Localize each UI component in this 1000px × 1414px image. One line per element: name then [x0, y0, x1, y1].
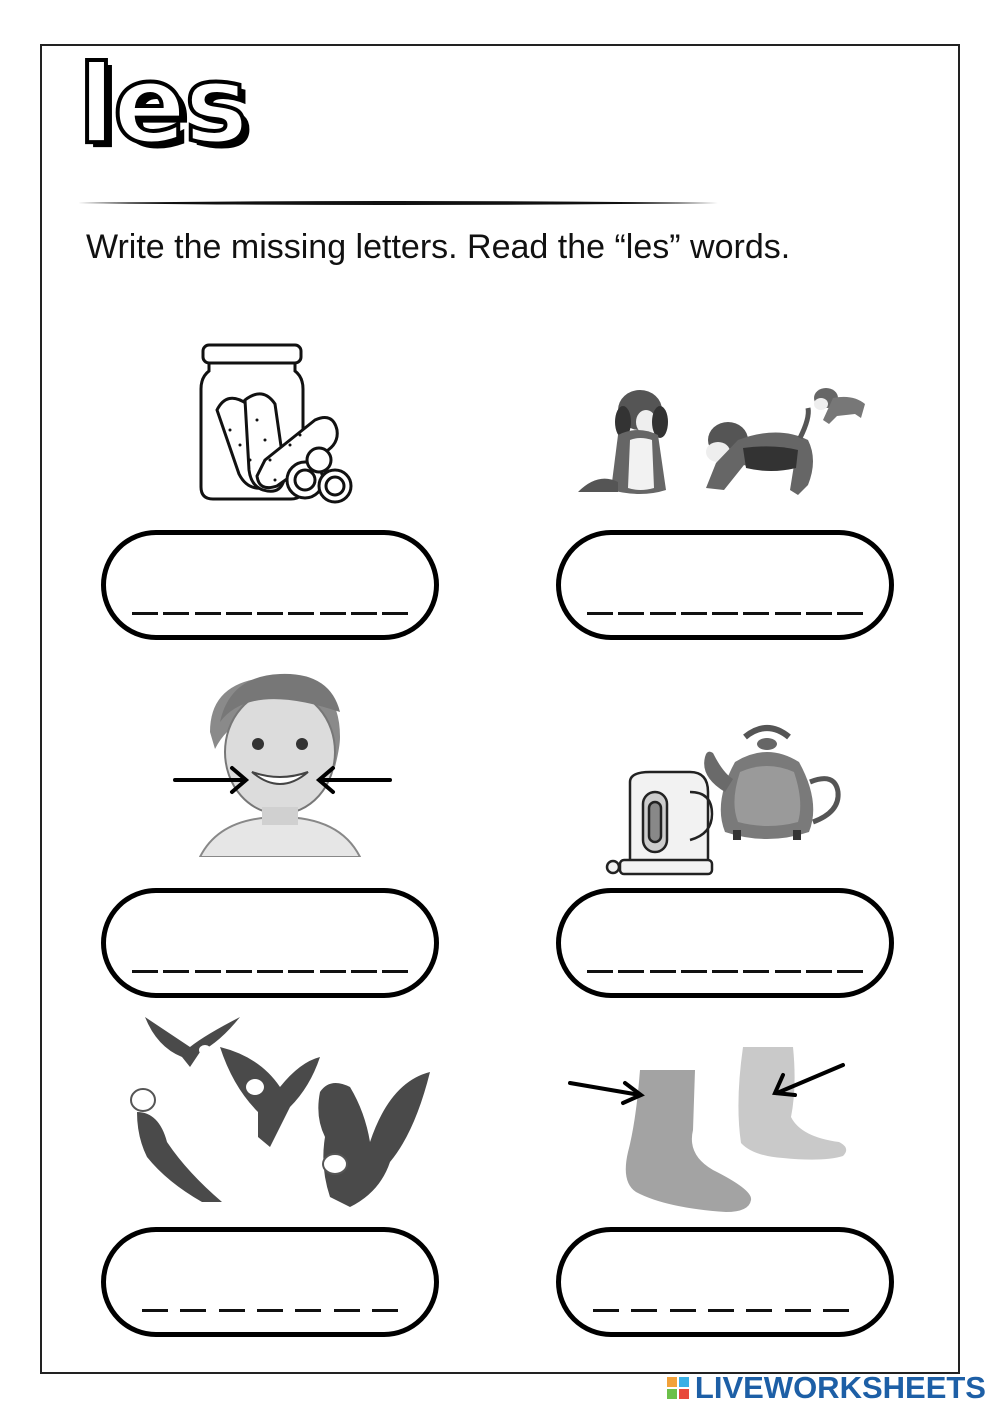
- liveworksheets-logo[interactable]: [667, 1370, 986, 1406]
- eagles-icon: [125, 1012, 435, 1212]
- logo-squares-icon: [667, 1377, 689, 1399]
- letter-blanks: [587, 612, 863, 615]
- answer-box-4[interactable]: [556, 888, 894, 998]
- ankles-icon: [565, 1045, 855, 1215]
- answer-box-3[interactable]: [101, 888, 439, 998]
- logo-text: LIVEWORKSHEETS: [694, 1370, 986, 1405]
- answer-box-1[interactable]: [101, 530, 439, 640]
- letter-blanks: [587, 970, 863, 973]
- letter-blanks: [593, 1309, 849, 1312]
- answer-box-6[interactable]: [556, 1227, 894, 1337]
- answer-box-2[interactable]: [556, 530, 894, 640]
- beagles-icon: [568, 380, 878, 505]
- dimples-boy-icon: [170, 672, 395, 857]
- pickles-jar-icon: [195, 340, 365, 510]
- worksheet-title: les: [78, 43, 247, 168]
- letter-blanks: [142, 1309, 398, 1312]
- letter-blanks: [132, 970, 408, 973]
- instructions-text: Write the missing letters. Read the “les” words.: [86, 228, 791, 266]
- kettles-icon: [605, 712, 875, 882]
- title-divider: [78, 200, 718, 206]
- letter-blanks: [132, 612, 408, 615]
- answer-box-5[interactable]: [101, 1227, 439, 1337]
